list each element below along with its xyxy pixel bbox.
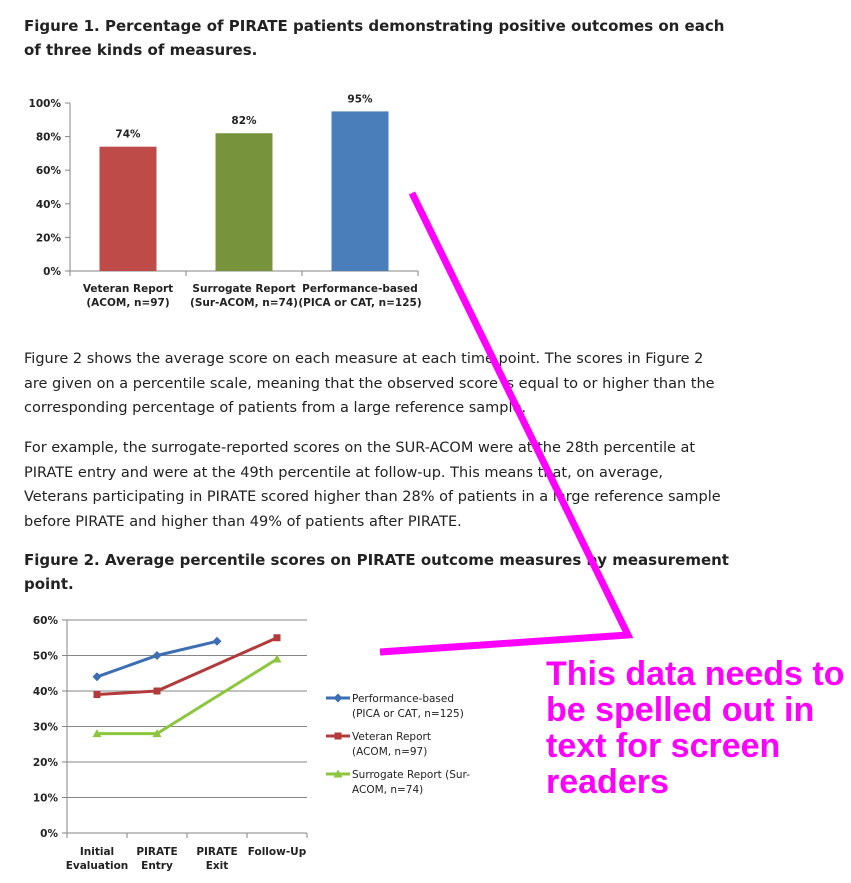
x-tick-label: Veteran Report xyxy=(82,283,174,295)
y-tick-label: 30% xyxy=(32,721,58,734)
y-tick-label: 0% xyxy=(40,828,58,840)
x-tick-label: Exit xyxy=(205,860,229,872)
data-point xyxy=(94,691,101,698)
series-1 xyxy=(93,637,464,720)
data-point xyxy=(274,634,281,641)
y-tick-label: 100% xyxy=(28,98,61,110)
legend-label: Veteran Report xyxy=(352,731,431,743)
x-tick-label: Initial xyxy=(79,846,115,858)
legend-label: (PICA or CAT, n=125) xyxy=(352,708,464,720)
bar xyxy=(100,147,157,271)
legend-label: ACOM, n=74) xyxy=(352,784,424,796)
data-label: 74% xyxy=(115,128,141,141)
data-point xyxy=(93,672,102,681)
y-tick-label: 10% xyxy=(32,792,58,805)
x-tick-label: (Sur-ACOM, n=74) xyxy=(190,297,298,309)
x-tick-label: PIRATE xyxy=(196,846,238,858)
y-tick-label: 80% xyxy=(35,131,61,144)
legend-swatch-marker xyxy=(335,733,342,740)
line-chart xyxy=(20,608,500,878)
figure1-title: Figure 1. Percentage of PIRATE patients demonstrating positive outcomes on each of three kinds of measures. xyxy=(24,17,725,59)
y-tick-label: 20% xyxy=(32,757,58,769)
x-tick-label: Entry xyxy=(141,860,173,872)
y-tick-label: 60% xyxy=(35,165,61,178)
bar xyxy=(216,133,273,271)
x-tick-label: Performance-based xyxy=(302,283,418,295)
y-tick-label: 20% xyxy=(35,232,61,245)
x-tick-label: (ACOM, n=97) xyxy=(86,297,170,309)
y-tick-label: 40% xyxy=(35,198,61,211)
legend-label: Surrogate Report (Sur- xyxy=(352,769,470,781)
series-line xyxy=(97,659,277,734)
x-tick-label: Follow-Up xyxy=(247,846,307,858)
y-tick-label: 40% xyxy=(32,686,58,698)
data-point xyxy=(213,637,222,646)
paragraph-1: Figure 2 shows the average score on each measure at each time point. The scores in Figure 2 are given on a percentile scale, meaning that the observed score is equal to or higher than the corresponding percentage of patients from a large reference sample. xyxy=(24,351,715,416)
x-tick-label: Surrogate Report xyxy=(192,283,296,295)
x-tick-label: (PICA or CAT, n=125) xyxy=(298,297,422,309)
figure2-title: Figure 2. Average percentile scores on PIRATE outcome measures by measurement point. xyxy=(24,551,729,593)
bar-chart xyxy=(20,88,440,318)
y-tick-label: 60% xyxy=(32,615,58,627)
data-label: 95% xyxy=(347,93,373,106)
paragraph-2: For example, the surrogate-reported scores on the SUR-ACOM were at the 28th percentile at PIRATE entry and were at the 49th percentile at follow-up. This means that, on average, Veterans participating in PIRATE scored higher than 28% of patients in a large reference sample before PIRATE and higher than 49% of patients after PIRATE. xyxy=(24,440,721,530)
legend-swatch-marker xyxy=(334,694,343,703)
data-label: 82% xyxy=(231,115,257,128)
series-3 xyxy=(93,655,471,796)
x-tick-label: Evaluation xyxy=(65,860,129,872)
x-tick-label: PIRATE xyxy=(136,846,178,858)
bar xyxy=(332,111,389,271)
annotation-text: This data needs to be spelled out in text for screen readers xyxy=(546,655,845,801)
y-tick-label: 0% xyxy=(43,266,61,278)
data-point xyxy=(153,651,162,660)
data-point xyxy=(154,688,161,695)
legend-label: (ACOM, n=97) xyxy=(352,746,428,758)
legend-label: Performance-based xyxy=(352,693,455,705)
y-tick-label: 50% xyxy=(32,650,58,663)
